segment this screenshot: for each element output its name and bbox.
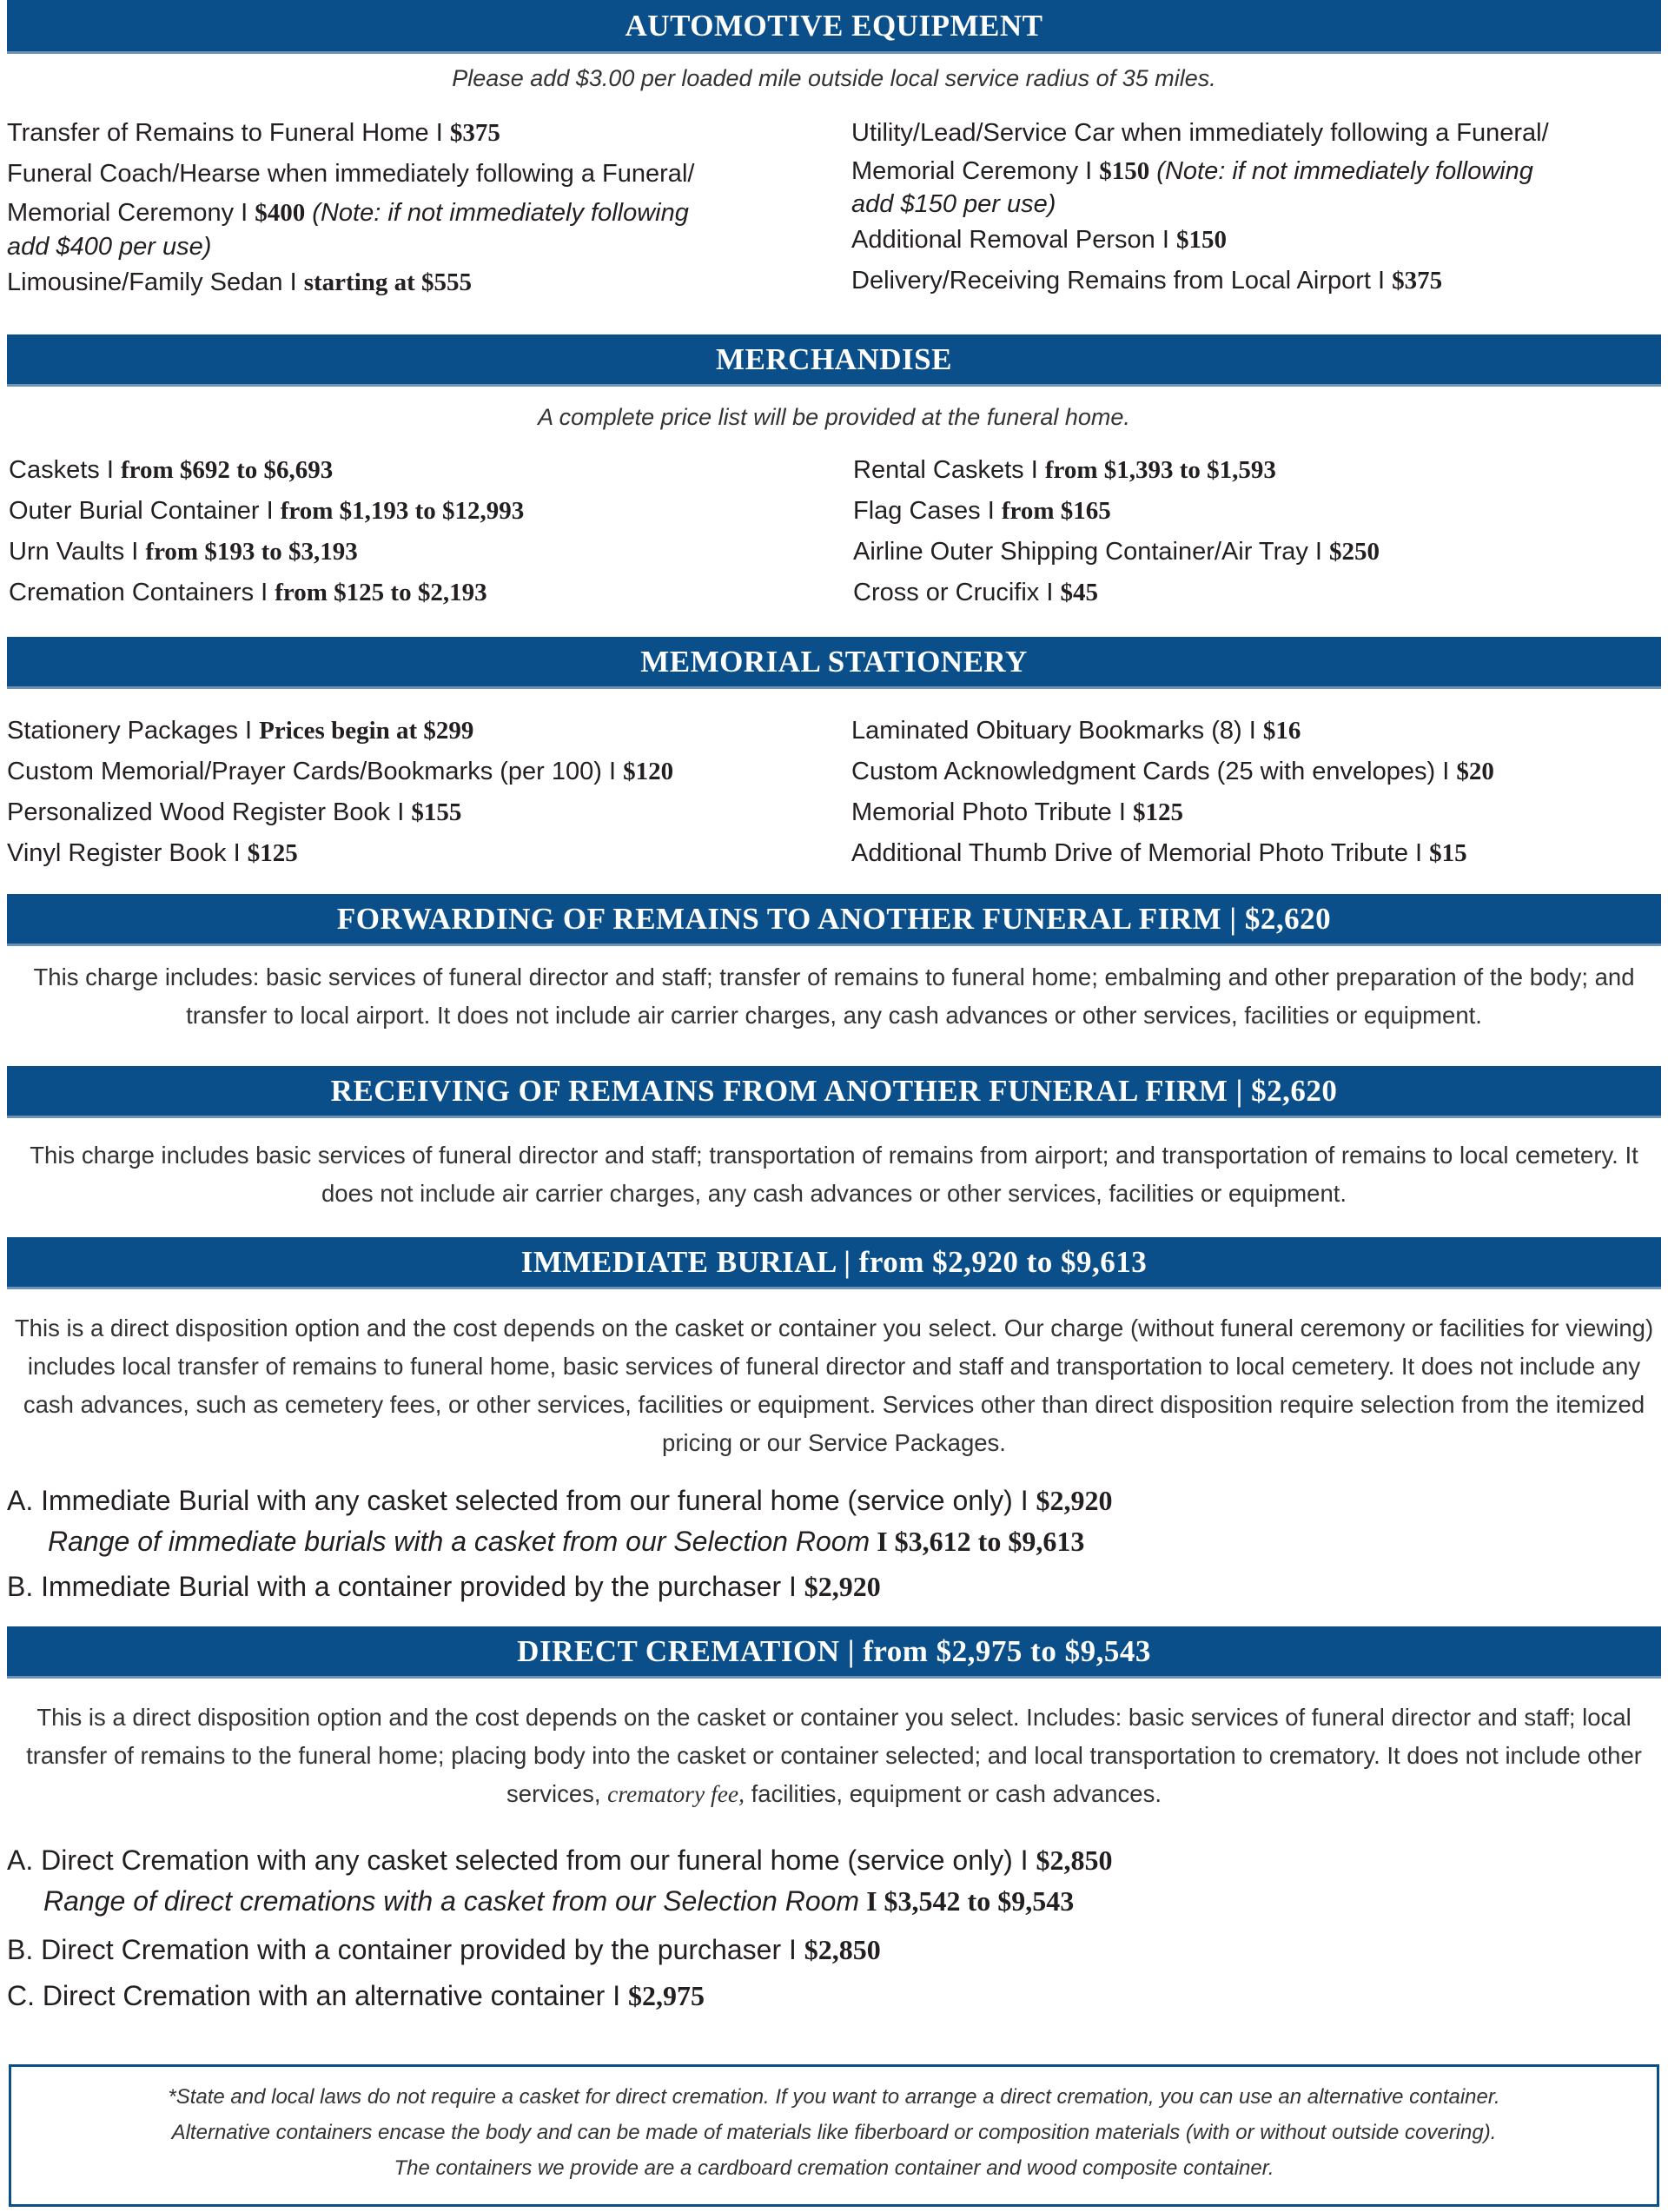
list-item: Personalized Wood Register Book I $155 xyxy=(7,798,462,826)
footnote-box xyxy=(9,2064,1659,2207)
automotive-header: AUTOMOTIVE EQUIPMENT xyxy=(7,0,1661,54)
footnote-line: *State and local laws do not require a casket for direct cremation. If you want to arrange a direct cremation, you can use an alternative container. xyxy=(168,2085,1500,2109)
stationery-header: MEMORIAL STATIONERY xyxy=(7,637,1661,689)
list-item: Airline Outer Shipping Container/Air Tray I $250 xyxy=(853,538,1380,566)
list-item: Memorial Ceremony I $400 (Note: if not immediately following xyxy=(7,199,689,227)
list-item: Additional Removal Person I $150 xyxy=(851,226,1227,254)
list-item: add $400 per use) xyxy=(7,233,212,261)
merchandise-header: MERCHANDISE xyxy=(7,334,1661,387)
list-item: Flag Cases I from $165 xyxy=(853,497,1111,525)
list-item: Utility/Lead/Service Car when immediately following a Funeral/ xyxy=(851,119,1549,147)
automotive-left-column xyxy=(7,113,824,303)
cremation-header: DIRECT CREMATION | from $2,975 to $9,543 xyxy=(7,1626,1661,1679)
list-item: Stationery Packages I Prices begin at $299 xyxy=(7,717,474,745)
list-item: Custom Acknowledgment Cards (25 with envelopes) I $20 xyxy=(851,758,1494,785)
footnote-line: The containers we provide are a cardboard cremation container and wood composite container. xyxy=(394,2156,1274,2180)
footnote-line: Alternative containers encase the body and can be made of materials like fiberboard or composition materials (with or without outside covering). xyxy=(171,2121,1497,2144)
list-item: Cross or Crucifix I $45 xyxy=(853,579,1098,606)
cremation-option-range: Range of direct cremations with a casket from our Selection Room I $3,542 to $9,543 xyxy=(43,1885,1075,1917)
merchandise-subtitle: A complete price list will be provided at the funeral home. xyxy=(538,404,1130,430)
list-item: Rental Caskets I from $1,393 to $1,593 xyxy=(853,456,1276,484)
list-item: Urn Vaults I from $193 to $3,193 xyxy=(9,538,358,566)
list-item: add $150 per use) xyxy=(851,190,1056,218)
receiving-description: This charge includes basic services of funeral director and staff; transportation of remains from airport; and transportation of remains to local cemetery. It does not include air carrier charges, any cash advances or other services, facilities or equipment. xyxy=(30,1142,1638,1207)
burial-option-b: B. Immediate Burial with a container provided by the purchaser I $2,920 xyxy=(7,1571,881,1602)
burial-header: IMMEDIATE BURIAL | from $2,920 to $9,613 xyxy=(7,1237,1661,1289)
list-item: Custom Memorial/Prayer Cards/Bookmarks (per 100) I $120 xyxy=(7,758,674,785)
forwarding-description: This charge includes: basic services of funeral director and staff; transfer of remains to funeral home; embalming and other preparation of the body; and transfer to local airport. It does not include air carrier charges, any cash advances or other services, facilities or equipment. xyxy=(33,964,1635,1029)
list-item: Funeral Coach/Hearse when immediately following a Funeral/ xyxy=(7,160,695,188)
merchandise-left-column xyxy=(9,450,825,613)
list-item: Additional Thumb Drive of Memorial Photo Tribute I $15 xyxy=(851,839,1467,867)
list-item: Laminated Obituary Bookmarks (8) I $16 xyxy=(851,717,1301,745)
list-item: Memorial Ceremony I $150 (Note: if not immediately following xyxy=(851,157,1533,185)
list-item: Vinyl Register Book I $125 xyxy=(7,839,298,867)
merchandise-right-column xyxy=(853,450,1661,613)
stationery-right-column xyxy=(851,711,1659,874)
automotive-right-column xyxy=(851,113,1659,301)
cremation-option-a: A. Direct Cremation with any casket selected from our funeral home (service only) I $2,850 xyxy=(7,1844,1113,1876)
stationery-left-column xyxy=(7,711,841,874)
list-item: Transfer of Remains to Funeral Home I $375 xyxy=(7,119,500,147)
list-item: Outer Burial Container I from $1,193 to $12,993 xyxy=(9,497,525,525)
list-item: Limousine/Family Sedan I starting at $555 xyxy=(7,268,473,296)
forwarding-header: FORWARDING OF REMAINS TO ANOTHER FUNERAL FIRM | $2,620 xyxy=(7,894,1661,946)
list-item: Cremation Containers I from $125 to $2,193 xyxy=(9,579,487,606)
list-item: Delivery/Receiving Remains from Local Airport I $375 xyxy=(851,267,1443,295)
list-item: Caskets I from $692 to $6,693 xyxy=(9,456,334,484)
burial-description: This is a direct disposition option and the cost depends on the casket or container you select. Our charge (without funeral ceremony or facilities for viewing) includes local transfer of remains to funeral home, basic services of funeral director and staff and transportation to local cemetery. It does not include any cash advances, such as cemetery fees, or other services, facilities or equipment. Services other than direct disposition require selection from the itemized pricing or our Service Packages. xyxy=(14,1315,1654,1456)
burial-option-a: A. Immediate Burial with any casket selected from our funeral home (service only) I $2,920 xyxy=(7,1485,1113,1516)
cremation-option-b: B. Direct Cremation with a container provided by the purchaser I $2,850 xyxy=(7,1934,881,1965)
list-item: Memorial Photo Tribute I $125 xyxy=(851,798,1183,826)
receiving-header: RECEIVING OF REMAINS FROM ANOTHER FUNERAL FIRM | $2,620 xyxy=(7,1066,1661,1118)
cremation-description: This is a direct disposition option and the cost depends on the casket or container you select. Includes: basic services of funeral director and staff; local transfer of remains to the funeral home; placing body into the casket or container selected; and local transportation to crematory. It does not include other services, crematory fee, facilities, equipment or cash advances. xyxy=(26,1704,1642,1807)
automotive-subtitle: Please add $3.00 per loaded mile outside local service radius of 35 miles. xyxy=(452,65,1216,91)
burial-option-range: Range of immediate burials with a casket from our Selection Room I $3,612 to $9,613 xyxy=(48,1526,1085,1557)
cremation-option-c: C. Direct Cremation with an alternative container I $2,975 xyxy=(7,1980,705,2011)
